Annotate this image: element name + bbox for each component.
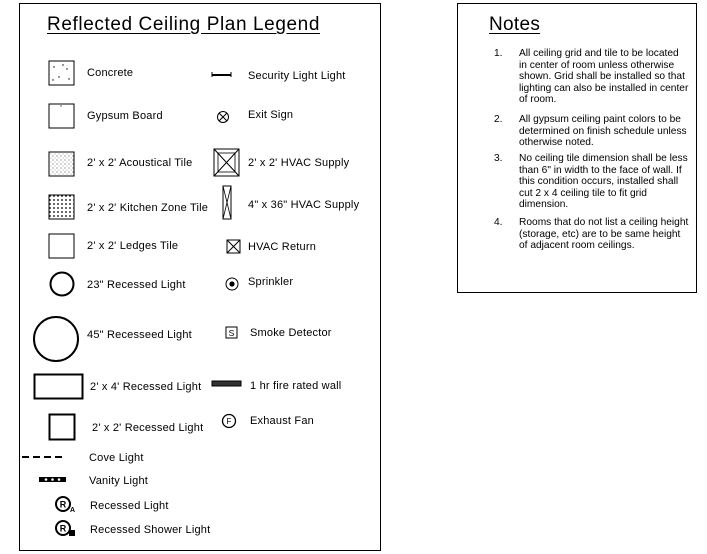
recessed-light-symbol: [55, 495, 77, 515]
legend-title: Reflected Ceiling Plan Legend: [47, 14, 321, 35]
hvac-return-label: HVAC Return: [248, 241, 317, 253]
exit-sign-symbol: [216, 110, 230, 124]
fire-rated-wall-label: 1 hr fire rated wall: [250, 380, 342, 392]
acoustical-tile-symbol: [48, 151, 76, 177]
note-number: 3.: [494, 153, 503, 164]
ledges-tile-label: 2' x 2' Ledges Tile: [87, 240, 179, 252]
kitchen-zone-tile-symbol: [48, 194, 76, 220]
note-number: 2.: [494, 114, 503, 125]
recessed-light-2x4-label: 2' x 4' Recessed Light: [90, 381, 202, 393]
cove-light-symbol: [22, 452, 68, 462]
note-number: 1.: [494, 48, 503, 59]
recessed-light-letter: R: [59, 499, 67, 510]
exit-sign-label: Exit Sign: [248, 109, 294, 121]
note-text: All gypsum ceiling paint colors to be determined on finish schedule unless otherwise noted.: [519, 114, 687, 149]
smoke-detector-symbol: [225, 326, 239, 340]
acoustical-tile-label: 2' x 2' Acoustical Tile: [87, 157, 193, 169]
hvac-supply-4x36-symbol: [221, 185, 233, 221]
smoke-detector-letter: S: [228, 328, 235, 338]
ledges-tile-symbol: [48, 233, 76, 259]
kitchen-zone-tile-label: 2' x 2' Kitchen Zone Tile: [87, 202, 209, 214]
vanity-light-symbol: [38, 474, 68, 486]
recessed-light-23-symbol: [49, 270, 77, 298]
note-text: All ceiling grid and tile to be located in center of room unless otherwise shown. Grid shall be installed so that lighting can also be installed in center of room.: [519, 48, 689, 106]
recessed-light-2x2-label: 2' x 2' Recessed Light: [92, 422, 204, 434]
recessed-light-23-label: 23" Recessed Light: [87, 279, 186, 291]
cove-light-label: Cove Light: [89, 452, 144, 464]
recessed-light-45-symbol: [33, 315, 81, 363]
exhaust-fan-letter: F: [226, 417, 232, 426]
security-light-symbol: [211, 70, 233, 80]
hvac-supply-2x2-label: 2' x 2' HVAC Supply: [248, 157, 350, 169]
recessed-light-45-label: 45" Recesseed Light: [87, 329, 192, 341]
note-text: Rooms that do not list a ceiling height (storage, etc) are to be same height of adjacent room ceilings.: [519, 217, 689, 252]
recessed-light-2x2-symbol: [48, 413, 76, 441]
exhaust-fan-label: Exhaust Fan: [250, 415, 314, 427]
recessed-light-2x4-symbol: [33, 373, 85, 401]
fire-rated-wall-symbol: [211, 380, 243, 388]
sprinkler-symbol: [224, 276, 240, 292]
recessed-light-subletter: A: [69, 507, 76, 514]
note-text: No ceiling tile dimension shall be less than 6" in width to the face of wall. If this condition occurs, installed shall cut 2 x 4 ceiling tile to fit grid dimension.: [519, 153, 688, 211]
smoke-detector-label: Smoke Detector: [250, 327, 332, 339]
note-item: [494, 48, 694, 108]
gypsum-board-label: Gypsum Board: [87, 110, 163, 122]
note-item: [494, 153, 694, 213]
gypsum-board-symbol: [48, 103, 76, 129]
recessed-shower-light-symbol: [55, 519, 79, 539]
notes-title: Notes: [489, 14, 541, 35]
note-number: 4.: [494, 217, 503, 228]
note-item: [494, 114, 694, 150]
concrete-symbol: [48, 60, 76, 86]
hvac-supply-4x36-label: 4" x 36" HVAC Supply: [248, 199, 360, 211]
hvac-supply-2x2-symbol: [213, 148, 241, 178]
recessed-shower-light-label: Recessed Shower Light: [90, 524, 211, 536]
note-item: [494, 217, 694, 267]
exhaust-fan-symbol: [221, 413, 237, 429]
vanity-light-label: Vanity Light: [89, 475, 149, 487]
recessed-shower-light-letter: R: [59, 523, 67, 534]
hvac-return-symbol: [226, 239, 242, 255]
concrete-label: Concrete: [87, 67, 134, 79]
recessed-light-label: Recessed Light: [90, 500, 169, 512]
sprinkler-label: Sprinkler: [248, 276, 294, 288]
security-light-label: Security Light Light: [248, 70, 346, 82]
